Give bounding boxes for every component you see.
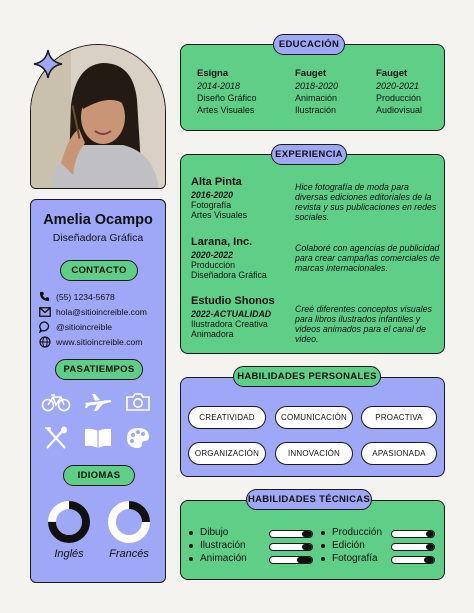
skill-level-fill [297, 557, 312, 563]
camera-icon [123, 390, 153, 414]
skill-pill: INNOVACIÓN [275, 442, 353, 465]
languages-header: IDIOMAS [63, 465, 135, 486]
tech-skill-name: Ilustración [200, 540, 246, 551]
experience-role: Artes Visuales [191, 210, 248, 220]
experience-description: Creé diferentes conceptos visuales para libros ilustrados infantiles y videos animados para el canal de video. [295, 304, 432, 344]
skill-pill: CREATIVIDAD [188, 406, 266, 429]
education-entry [376, 68, 422, 116]
skill-pill: APASIONADA [361, 442, 437, 465]
experience-company: Larana, Inc. [191, 236, 253, 248]
bullet-icon [321, 531, 325, 535]
contact-website-text: www.sitioincreible.com [56, 336, 143, 347]
experience-role: Ilustradora Creativa [191, 319, 268, 329]
tech-skill-name: Producción [332, 527, 383, 538]
experience-entry [191, 237, 267, 280]
experience-role: Animadora [191, 329, 234, 339]
candidate-role: Diseñadora Gráfica [52, 232, 144, 244]
language-label-english: Inglés [54, 548, 84, 560]
globe-icon [38, 335, 51, 348]
skill-level-bar [391, 530, 435, 538]
experience-role: Fotografía [191, 200, 232, 210]
bullet-icon [189, 544, 193, 548]
tech-skill [321, 540, 365, 551]
contact-social[interactable] [38, 320, 112, 333]
language-ring-english [47, 500, 91, 544]
hobbies-header: PASATIEMPOS [55, 359, 143, 380]
skill-level-fill [302, 531, 313, 537]
contact-email[interactable] [38, 305, 147, 318]
experience-description: Colaboré con agencias de publicidad para crear campañas comerciales de marcas internacionales. [295, 243, 440, 273]
skill-level-bar [269, 543, 313, 551]
personal-skills-section [180, 377, 445, 477]
bicycle-icon [41, 390, 71, 414]
education-entry [295, 68, 338, 116]
tech-skill [189, 527, 228, 538]
experience-entry [191, 296, 275, 339]
education-section [180, 44, 445, 131]
experience-entry [191, 177, 247, 220]
experience-role: Diseñadora Gráfica [191, 270, 267, 280]
tech-skill-name: Fotografía [332, 553, 378, 564]
contact-website[interactable] [38, 335, 142, 348]
technical-skills-section [180, 500, 445, 580]
tech-skill [321, 553, 378, 564]
education-entry [197, 68, 257, 116]
experience-period: 2020-2022 [191, 250, 234, 260]
skill-level-bar [269, 556, 313, 564]
skill-level-fill [426, 544, 434, 550]
language-ring-french [107, 500, 151, 544]
bullet-icon [321, 557, 325, 561]
sparkle-star-icon [33, 49, 63, 79]
education-school: Fauget [376, 68, 408, 79]
education-school: Esigna [197, 68, 229, 79]
language-label-french: Francés [109, 548, 149, 560]
skill-pill: ORGANIZACIÓN [188, 442, 266, 465]
education-years: 2014-2018 [197, 81, 241, 91]
personal-skills-header: HABILIDADES PERSONALES [233, 366, 381, 387]
experience-header: EXPERIENCIA [271, 144, 347, 165]
education-years: 2018-2020 [295, 81, 339, 91]
experience-company: Estudio Shonos [191, 295, 275, 307]
contact-phone[interactable] [38, 290, 115, 303]
skill-pill: PROACTIVA [361, 406, 437, 429]
education-school: Fauget [295, 68, 327, 79]
skill-level-fill [426, 531, 434, 537]
skill-level-fill [302, 544, 313, 550]
education-line: Artes Visuales [197, 105, 255, 115]
airplane-icon [83, 390, 113, 414]
tech-skill [189, 553, 247, 564]
skill-pill: COMUNICACIÓN [275, 406, 353, 429]
tech-skill-name: Edición [332, 540, 365, 551]
candidate-name: Amelia Ocampo [43, 212, 153, 228]
bullet-icon [189, 557, 193, 561]
skill-level-bar [391, 543, 435, 551]
experience-description: Hice fotografía de moda para diversas ediciones editoriales de la revista y sus publicaciones en redes sociales. [295, 182, 437, 222]
tech-skill-name: Animación [200, 553, 247, 564]
bullet-icon [189, 531, 193, 535]
education-years: 2020-2021 [376, 81, 420, 91]
skill-level-bar [391, 556, 435, 564]
experience-period: 2016-2020 [191, 190, 234, 200]
education-line: Audiovisual [376, 105, 423, 115]
experience-period: 2022-ACTUALIDAD [191, 309, 272, 319]
book-icon [83, 426, 113, 450]
contact-header: CONTACTO [60, 260, 138, 281]
skill-level-fill [424, 557, 435, 563]
tech-skill-name: Dibujo [200, 527, 229, 538]
bullet-icon [321, 544, 325, 548]
contact-social-text: @sitioincreible [56, 321, 113, 332]
palette-icon [123, 426, 153, 450]
experience-company: Alta Pinta [191, 176, 242, 188]
education-line: Ilustración [295, 105, 337, 115]
phone-icon [38, 290, 51, 303]
education-line: Producción [376, 93, 422, 103]
education-line: Diseño Gráfico [197, 93, 257, 103]
tech-skill [321, 527, 382, 538]
tech-skill [189, 540, 246, 551]
utensils-icon [41, 426, 71, 450]
experience-section [180, 154, 445, 354]
contact-phone-text: (55) 1234-5678 [56, 291, 115, 302]
technical-skills-header: HABILIDADES TÉCNICAS [246, 489, 372, 510]
education-line: Animación [295, 93, 338, 103]
left-sidebar [30, 199, 166, 583]
experience-role: Producción [191, 260, 236, 270]
education-header: EDUCACIÓN [273, 34, 345, 55]
contact-email-text: hola@sitioincreible.com [56, 306, 147, 317]
chat-icon [38, 320, 51, 333]
mail-icon [38, 305, 51, 318]
skill-level-bar [269, 530, 313, 538]
